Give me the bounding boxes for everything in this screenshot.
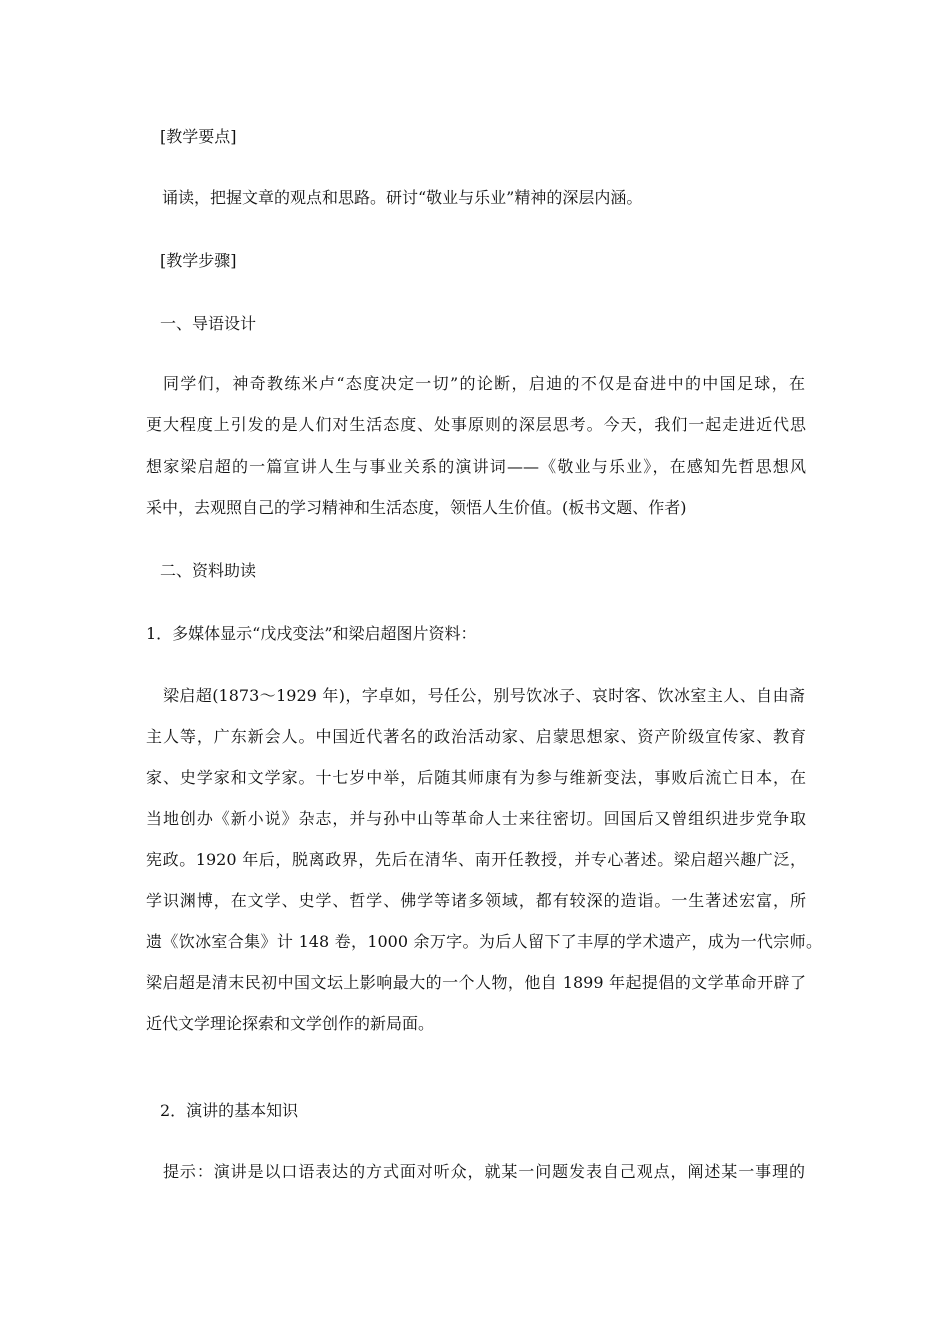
- intro-line: 同学们，神奇教练米卢“态度决定一切”的论断，启迪的不仅是奋进中的中国足球，在: [163, 374, 805, 393]
- hint-line: 提示：演讲是以口语表达的方式面对听众，就某一问题发表自己观点，阐述某一事理的: [163, 1162, 805, 1181]
- heading-teaching-steps: [教学步骤]: [160, 251, 237, 270]
- section-title-intro: 一、导语设计: [160, 314, 257, 333]
- intro-line: 更大程度上引发的是人们对生活态度、处事原则的深层思考。今天，我们一起走进近代思: [146, 415, 806, 434]
- bio-line: 家、史学家和文学家。十七岁中举，后随其师康有为参与维新变法，事败后流亡日本，在: [146, 768, 806, 787]
- heading-key-points: [教学要点]: [160, 127, 237, 146]
- bio-line: 近代文学理论探索和文学创作的新局面。: [146, 1014, 435, 1033]
- bio-line: 当地创办《新小说》杂志，并与孙中山等革命人士来往密切。回国后又曾组织进步党争取: [146, 809, 806, 828]
- bio-line: 梁启超(1873～1929 年)，字卓如，号任公，别号饮冰子、哀时客、饮冰室主人、自由斋: [163, 686, 805, 705]
- bio-line: 学识渊博，在文学、史学、哲学、佛学等诸多领域，都有较深的造诣。一生著述宏富，所: [146, 891, 806, 910]
- bio-line: 遗《饮冰室合集》计 148 卷，1000 余万字。为后人留下了丰厚的学术遗产，成为一代宗师。: [146, 932, 822, 951]
- section-title-materials: 二、资料助读: [160, 561, 257, 580]
- bio-line: 宪政。1920 年后，脱离政界，先后在清华、南开任教授，并专心著述。梁启超兴趣广泛，: [146, 850, 806, 869]
- bio-line: 梁启超是清末民初中国文坛上影响最大的一个人物，他自 1899 年起提倡的文学革命开辟了: [146, 973, 806, 992]
- key-points-text: 诵读，把握文章的观点和思路。研讨“敬业与乐业”精神的深层内涵。: [162, 188, 643, 207]
- intro-line: 想家梁启超的一篇宣讲人生与事业关系的演讲词——《敬业与乐业》，在感知先哲思想风: [146, 457, 806, 476]
- intro-line: 采中，去观照自己的学习精神和生活态度，领悟人生价值。(板书文题、作者): [146, 498, 687, 517]
- item-title-speech: 2．演讲的基本知识: [160, 1101, 299, 1120]
- bio-line: 主人等，广东新会人。中国近代著名的政治活动家、启蒙思想家、资产阶级宣传家、教育: [146, 727, 806, 746]
- item-title-multimedia: 1．多媒体显示“戊戌变法”和梁启超图片资料：: [146, 624, 477, 643]
